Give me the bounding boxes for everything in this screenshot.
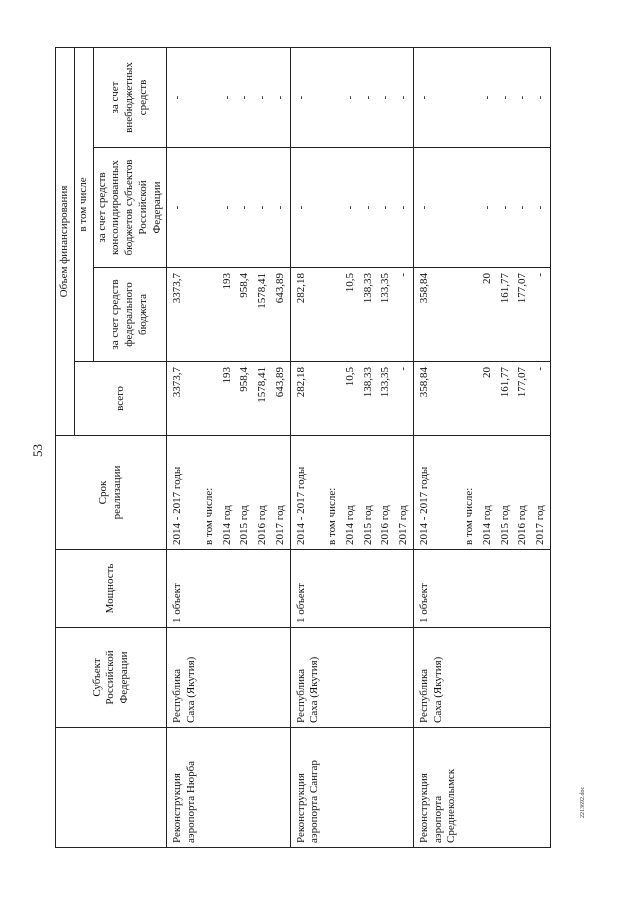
total-cell: 358,84	[413, 362, 461, 436]
federal-cell: 193	[219, 268, 237, 362]
term-cell: 2016 год	[254, 436, 272, 550]
term-cell: 2014 год	[342, 436, 360, 550]
funding-table	[55, 47, 551, 848]
subject-cell: Республика Саха (Якутия)	[167, 628, 201, 728]
extrabudget-cell: -	[514, 47, 532, 147]
table-row	[236, 47, 254, 847]
header-consolidated: за счет средств консолидированных бюджетов субъектов Российской Федерации	[93, 148, 167, 268]
project-name-cell	[219, 728, 237, 848]
header-term: Срок реализации	[56, 436, 167, 550]
term-cell: 2014 - 2017 годы	[167, 436, 201, 550]
extrabudget-cell	[201, 47, 219, 147]
term-cell: 2014 год	[219, 436, 237, 550]
term-cell: в том числе:	[324, 436, 342, 550]
project-name-cell	[377, 728, 395, 848]
consolidated-cell	[324, 148, 342, 268]
consolidated-cell: -	[219, 148, 237, 268]
capacity-cell	[497, 550, 515, 628]
project-name-cell	[497, 728, 515, 848]
total-cell: 193	[219, 362, 237, 436]
consolidated-cell: -	[290, 148, 324, 268]
total-cell: 643,89	[272, 362, 290, 436]
subject-cell	[532, 628, 550, 728]
table-row	[219, 47, 237, 847]
subject-cell	[461, 628, 479, 728]
extrabudget-cell: -	[290, 47, 324, 147]
project-name-cell	[236, 728, 254, 848]
subject-cell	[272, 628, 290, 728]
project-name-cell	[395, 728, 413, 848]
consolidated-cell	[201, 148, 219, 268]
subject-cell: Республика Саха (Якутия)	[290, 628, 324, 728]
capacity-cell: 1 объект	[290, 550, 324, 628]
federal-cell: 358,84	[413, 268, 461, 362]
subject-cell	[236, 628, 254, 728]
consolidated-cell: -	[236, 148, 254, 268]
capacity-cell	[219, 550, 237, 628]
header-including: в том числе	[74, 47, 93, 361]
federal-cell: 133,35	[377, 268, 395, 362]
capacity-cell: 1 объект	[167, 550, 201, 628]
federal-cell: -	[395, 268, 413, 362]
extrabudget-cell: -	[254, 47, 272, 147]
subject-cell	[497, 628, 515, 728]
consolidated-cell: -	[395, 148, 413, 268]
project-name-cell	[532, 728, 550, 848]
total-cell: 20	[479, 362, 497, 436]
term-cell: 2017 год	[532, 436, 550, 550]
table-row	[395, 47, 413, 847]
federal-cell: 643,89	[272, 268, 290, 362]
consolidated-cell: -	[532, 148, 550, 268]
extrabudget-cell: -	[342, 47, 360, 147]
header-extrabudget: за счет внебюджетных средств	[93, 47, 167, 147]
project-name-cell: Реконструкция аэропорта Нюрба	[167, 728, 201, 848]
consolidated-cell: -	[377, 148, 395, 268]
table-row	[272, 47, 290, 847]
capacity-cell	[254, 550, 272, 628]
federal-cell: 1578,41	[254, 268, 272, 362]
extrabudget-cell: -	[219, 47, 237, 147]
table-row	[461, 47, 479, 847]
extrabudget-cell: -	[532, 47, 550, 147]
federal-cell: 20	[479, 268, 497, 362]
total-cell: -	[395, 362, 413, 436]
consolidated-cell	[461, 148, 479, 268]
extrabudget-cell: -	[479, 47, 497, 147]
consolidated-cell: -	[167, 148, 201, 268]
table-row	[377, 47, 395, 847]
capacity-cell	[514, 550, 532, 628]
federal-cell	[201, 268, 219, 362]
federal-cell: 282,18	[290, 268, 324, 362]
project-name-cell	[201, 728, 219, 848]
consolidated-cell: -	[413, 148, 461, 268]
table-row	[254, 47, 272, 847]
federal-cell	[461, 268, 479, 362]
capacity-cell	[324, 550, 342, 628]
subject-cell	[377, 628, 395, 728]
term-cell: 2014 - 2017 годы	[413, 436, 461, 550]
table-row	[479, 47, 497, 847]
total-cell: 958,4	[236, 362, 254, 436]
table-row	[514, 47, 532, 847]
consolidated-cell: -	[254, 148, 272, 268]
term-cell: 2017 год	[395, 436, 413, 550]
extrabudget-cell: -	[167, 47, 201, 147]
project-name-cell	[360, 728, 378, 848]
project-name-cell	[272, 728, 290, 848]
document-footer: 2213692.doc	[580, 786, 586, 818]
total-cell	[324, 362, 342, 436]
table-body	[167, 47, 551, 847]
consolidated-cell: -	[360, 148, 378, 268]
total-cell: 138,33	[360, 362, 378, 436]
term-cell: 2015 год	[360, 436, 378, 550]
consolidated-cell: -	[272, 148, 290, 268]
subject-cell	[254, 628, 272, 728]
header-capacity: Мощность	[56, 550, 167, 628]
project-name-cell	[461, 728, 479, 848]
consolidated-cell: -	[479, 148, 497, 268]
project-name-cell	[479, 728, 497, 848]
table-row	[532, 47, 550, 847]
table-row	[290, 47, 324, 847]
extrabudget-cell	[324, 47, 342, 147]
total-cell	[201, 362, 219, 436]
table-row	[342, 47, 360, 847]
federal-cell	[324, 268, 342, 362]
extrabudget-cell: -	[360, 47, 378, 147]
term-cell: 2015 год	[236, 436, 254, 550]
federal-cell: 161,77	[497, 268, 515, 362]
header-subject: Субъект Российской Федерации	[56, 628, 167, 728]
subject-cell	[514, 628, 532, 728]
capacity-cell	[236, 550, 254, 628]
total-cell: 177,07	[514, 362, 532, 436]
header-project	[56, 728, 167, 848]
capacity-cell	[479, 550, 497, 628]
total-cell: 3373,7	[167, 362, 201, 436]
extrabudget-cell: -	[272, 47, 290, 147]
term-cell: 2015 год	[497, 436, 515, 550]
term-cell: в том числе:	[201, 436, 219, 550]
federal-cell: 958,4	[236, 268, 254, 362]
extrabudget-cell: -	[377, 47, 395, 147]
federal-cell: 3373,7	[167, 268, 201, 362]
term-cell: 2014 - 2017 годы	[290, 436, 324, 550]
total-cell: 282,18	[290, 362, 324, 436]
header-federal: за счет средств федерального бюджета	[93, 268, 167, 362]
table-row	[413, 47, 461, 847]
table-row	[201, 47, 219, 847]
capacity-cell	[201, 550, 219, 628]
capacity-cell	[342, 550, 360, 628]
term-cell: 2016 год	[514, 436, 532, 550]
subject-cell	[324, 628, 342, 728]
federal-cell: 138,33	[360, 268, 378, 362]
subject-cell: Республика Саха (Якутия)	[413, 628, 461, 728]
term-cell: в том числе:	[461, 436, 479, 550]
extrabudget-cell: -	[236, 47, 254, 147]
project-name-cell: Реконструкция аэропорта Сангар	[290, 728, 324, 848]
total-cell: 161,77	[497, 362, 515, 436]
header-funding-volume: Объем финансирования	[56, 47, 75, 435]
consolidated-cell: -	[342, 148, 360, 268]
project-name-cell	[514, 728, 532, 848]
capacity-cell	[377, 550, 395, 628]
page-number: 53	[30, 444, 45, 457]
subject-cell	[219, 628, 237, 728]
capacity-cell	[532, 550, 550, 628]
term-cell: 2014 год	[479, 436, 497, 550]
consolidated-cell: -	[514, 148, 532, 268]
capacity-cell: 1 объект	[413, 550, 461, 628]
rotated-page	[0, 30, 585, 890]
capacity-cell	[272, 550, 290, 628]
extrabudget-cell: -	[413, 47, 461, 147]
project-name-cell	[254, 728, 272, 848]
total-cell	[461, 362, 479, 436]
federal-cell: 177,07	[514, 268, 532, 362]
table-row	[167, 47, 201, 847]
subject-cell	[395, 628, 413, 728]
total-cell: 1578,41	[254, 362, 272, 436]
table-row	[497, 47, 515, 847]
federal-cell: 10,5	[342, 268, 360, 362]
subject-cell	[342, 628, 360, 728]
project-name-cell	[342, 728, 360, 848]
table-row	[360, 47, 378, 847]
total-cell: 133,35	[377, 362, 395, 436]
subject-cell	[360, 628, 378, 728]
subject-cell	[201, 628, 219, 728]
federal-cell: -	[532, 268, 550, 362]
total-cell: -	[532, 362, 550, 436]
table-row	[324, 47, 342, 847]
project-name-cell: Реконструкция аэропорта Среднеколымск	[413, 728, 461, 848]
subject-cell	[479, 628, 497, 728]
header-total: всего	[74, 362, 167, 436]
project-name-cell	[324, 728, 342, 848]
capacity-cell	[395, 550, 413, 628]
extrabudget-cell: -	[497, 47, 515, 147]
capacity-cell	[360, 550, 378, 628]
consolidated-cell: -	[497, 148, 515, 268]
total-cell: 10,5	[342, 362, 360, 436]
extrabudget-cell: -	[395, 47, 413, 147]
extrabudget-cell	[461, 47, 479, 147]
capacity-cell	[461, 550, 479, 628]
term-cell: 2016 год	[377, 436, 395, 550]
term-cell: 2017 год	[272, 436, 290, 550]
